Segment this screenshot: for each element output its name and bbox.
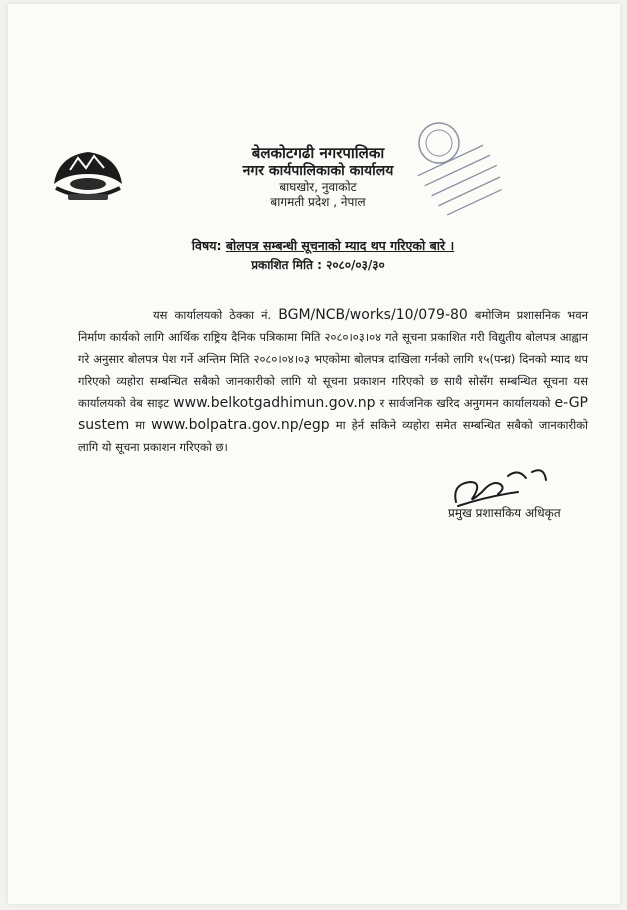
body-part-2: बमोजिम प्रशासनिक भवन निर्माण कार्यको लागि आर्थिक राष्ट्रिय दैनिक पत्रिकामा मिति २०८०।०३।०४ गते सूचना प्रकाशित गरी विद्युतीय बोलपत्र आह्वान गरे अनुसार बोलपत्र पेश गर्ने अन्तिम मिति २०८०।०४।०३ भएकोमा बोलपत्र दाखिला गर्नको लागि १५(पन्ध्र) दिनको म्याद थप गरिएको व्यहोरा सम्बन्धित सबैको जानकारीको लागि यो सूचना प्रकाशन गरिएको छ साथै सोसँग सम्बन्धित सूचना यस कार्यालयको वेब साइट [78, 308, 588, 410]
office-address: बाघखोर, नुवाकोट [279, 180, 357, 195]
nepal-emblem-icon [48, 144, 128, 206]
body-part-3: र सार्वजनिक खरिद अनुगमन कार्यालयको [379, 396, 551, 410]
office-stamp-icon [413, 119, 503, 229]
subject-label: विषय: [191, 238, 222, 253]
egp-link: www.bolpatra.gov.np/egp [151, 417, 330, 433]
body-part-1: यस कार्यालयको ठेक्का नं. [153, 308, 272, 322]
contract-number: BGM/NCB/works/10/079-80 [278, 307, 468, 323]
subject-text: बोलपत्र सम्बन्धी सूचनाको म्याद थप गरिएको बारे । [225, 238, 455, 253]
municipality-name: बेलकोटगढी नगरपालिका [251, 144, 385, 162]
published-date: २०८०/०३/३० [326, 258, 385, 272]
website-link: www.belkotgadhimun.gov.np [173, 395, 376, 411]
letterhead [198, 144, 438, 210]
body-part-5: मा हेर्न सकिने व्यहोरा समेत सम्बन्धित सबैको जानकारीको लागि यो सूचना प्रकाशन गरिएको छ। [78, 418, 589, 454]
signature-icon [448, 462, 558, 510]
office-province: बागमती प्रदेश , नेपाल [270, 195, 366, 210]
notice-page [8, 4, 620, 904]
body-part-4: मा [135, 418, 146, 432]
signatory-title: प्रमुख प्रशासकिय अधिकृत [448, 506, 561, 520]
notice-body [78, 304, 588, 458]
egp-system-name: e-GP sustem [78, 395, 588, 433]
published-label: प्रकाशित मिति : [251, 258, 322, 272]
published-date-line [208, 256, 428, 273]
office-name: नगर कार्यपालिकाको कार्यालय [242, 162, 394, 179]
notice-subject [158, 237, 488, 254]
